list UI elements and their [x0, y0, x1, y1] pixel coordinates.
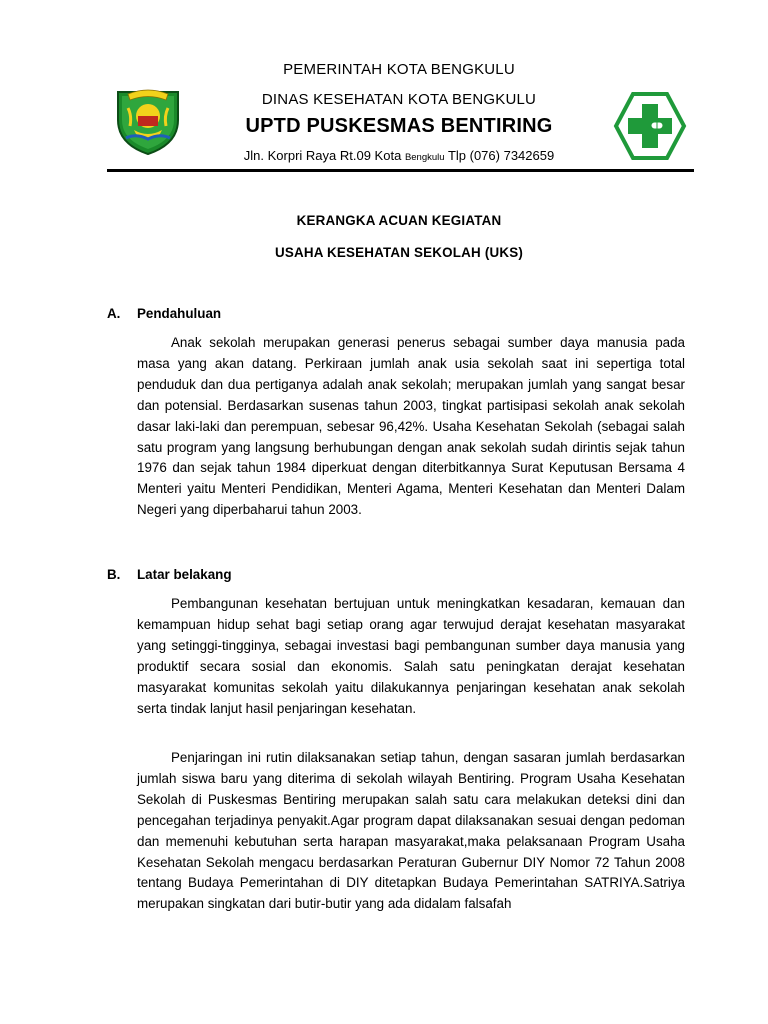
paragraph-latar-belakang-2: Penjaringan ini rutin dilaksanakan setiap tahun, dengan sasaran jumlah berdasarkan jumlah siswa baru yang diterima di sekolah wilayah Bentiring. Program Usaha Kesehatan Sekolah di Puskesmas Bentiring merupakan salah satu cara melakukan deteksi dini dan pencegahan terjadinya penyakit.Agar program dapat dilaksanakan sesuai dengan pedoman dan memenuhi kebutuhan serta harapan masyarakat,maka pelaksanaan Program Usaha Kesehatan Sekolah mengacu berdasarkan Peraturan Gubernur DIY Nomor 72 Tahun 2008 tentang Budaya Pemerintahan di DIY ditetapkan Budaya Pemerintahan SATRIYA.Satriya merupakan singkatan dari butir-butir yang ada didalam falsafah: [137, 750, 685, 912]
letterhead: [0, 0, 768, 180]
address-city: Bengkulu: [404, 152, 445, 163]
department-name: DINAS KESEHATAN KOTA BENGKULU: [261, 91, 537, 108]
section-title: Latar belakang: [137, 567, 232, 582]
section-heading-pendahuluan: [107, 306, 221, 321]
section-title: Pendahuluan: [137, 306, 222, 321]
document-title: KERANGKA ACUAN KEGIATAN: [296, 213, 502, 228]
paragraph-pendahuluan: Anak sekolah merupakan generasi penerus sebagai sumber daya manusia pada masa yang akan datang. Perkiraan jumlah anak usia sekolah saat ini sepertiga total penduduk dan dua pertiganya adalah anak sekolah; merupakan jumlah yang sangat besar dan potensial. Berdasarkan susenas tahun 2003, tingkat partisipasi sekolah anak sekolah dasar laki-laki dan perempuan, sebesar 96,42%. Usaha Kesehatan Sekolah (sebagai salah satu program yang langsung berhubungan dengan anak sekolah sudah dirintis sejak tahun 1976 dan sejak tahun 1984 diperkuat dengan diterbitkannya Surat Keputusan Bersama 4 Menteri yaitu Menteri Pendidikan, Menteri Agama, Menteri Kesehatan dan Menteri Dalam Negeri yang diperbaharui tahun 2003.: [137, 335, 685, 518]
institution-name: UPTD PUSKESMAS BENTIRING: [245, 115, 553, 137]
section-heading-latar-belakang: [107, 567, 232, 582]
address-street: Jln. Korpri Raya Rt.09 Kota: [243, 148, 402, 163]
document-subtitle: USAHA KESEHATAN SEKOLAH (UKS): [274, 245, 524, 260]
paragraph-latar-belakang-1: Pembangunan kesehatan bertujuan untuk meningkatkan kesadaran, kemauan dan kemampuan hidup sehat bagi setiap orang agar terwujud derajat kesehatan masyarakat yang setinggi-tingginya, sebagai investasi bagi pembangunan sumber daya manusia yang produktif secara sosial dan ekonomis. Salah satu peningkatan derajat kesehatan masyarakat komunitas sekolah yaitu dilakukannya penjaringan kesehatan anak sekolah serta tindak lanjut hasil penjaringan kesehatan.: [137, 596, 685, 716]
section-letter: A.: [107, 306, 121, 321]
section-letter: B.: [107, 567, 121, 582]
letterhead-divider: [107, 169, 694, 172]
address-phone: Tlp (076) 7342659: [447, 148, 555, 163]
government-name: PEMERINTAH KOTA BENGKULU: [283, 61, 515, 78]
puskesmas-logo-icon: [613, 91, 687, 161]
